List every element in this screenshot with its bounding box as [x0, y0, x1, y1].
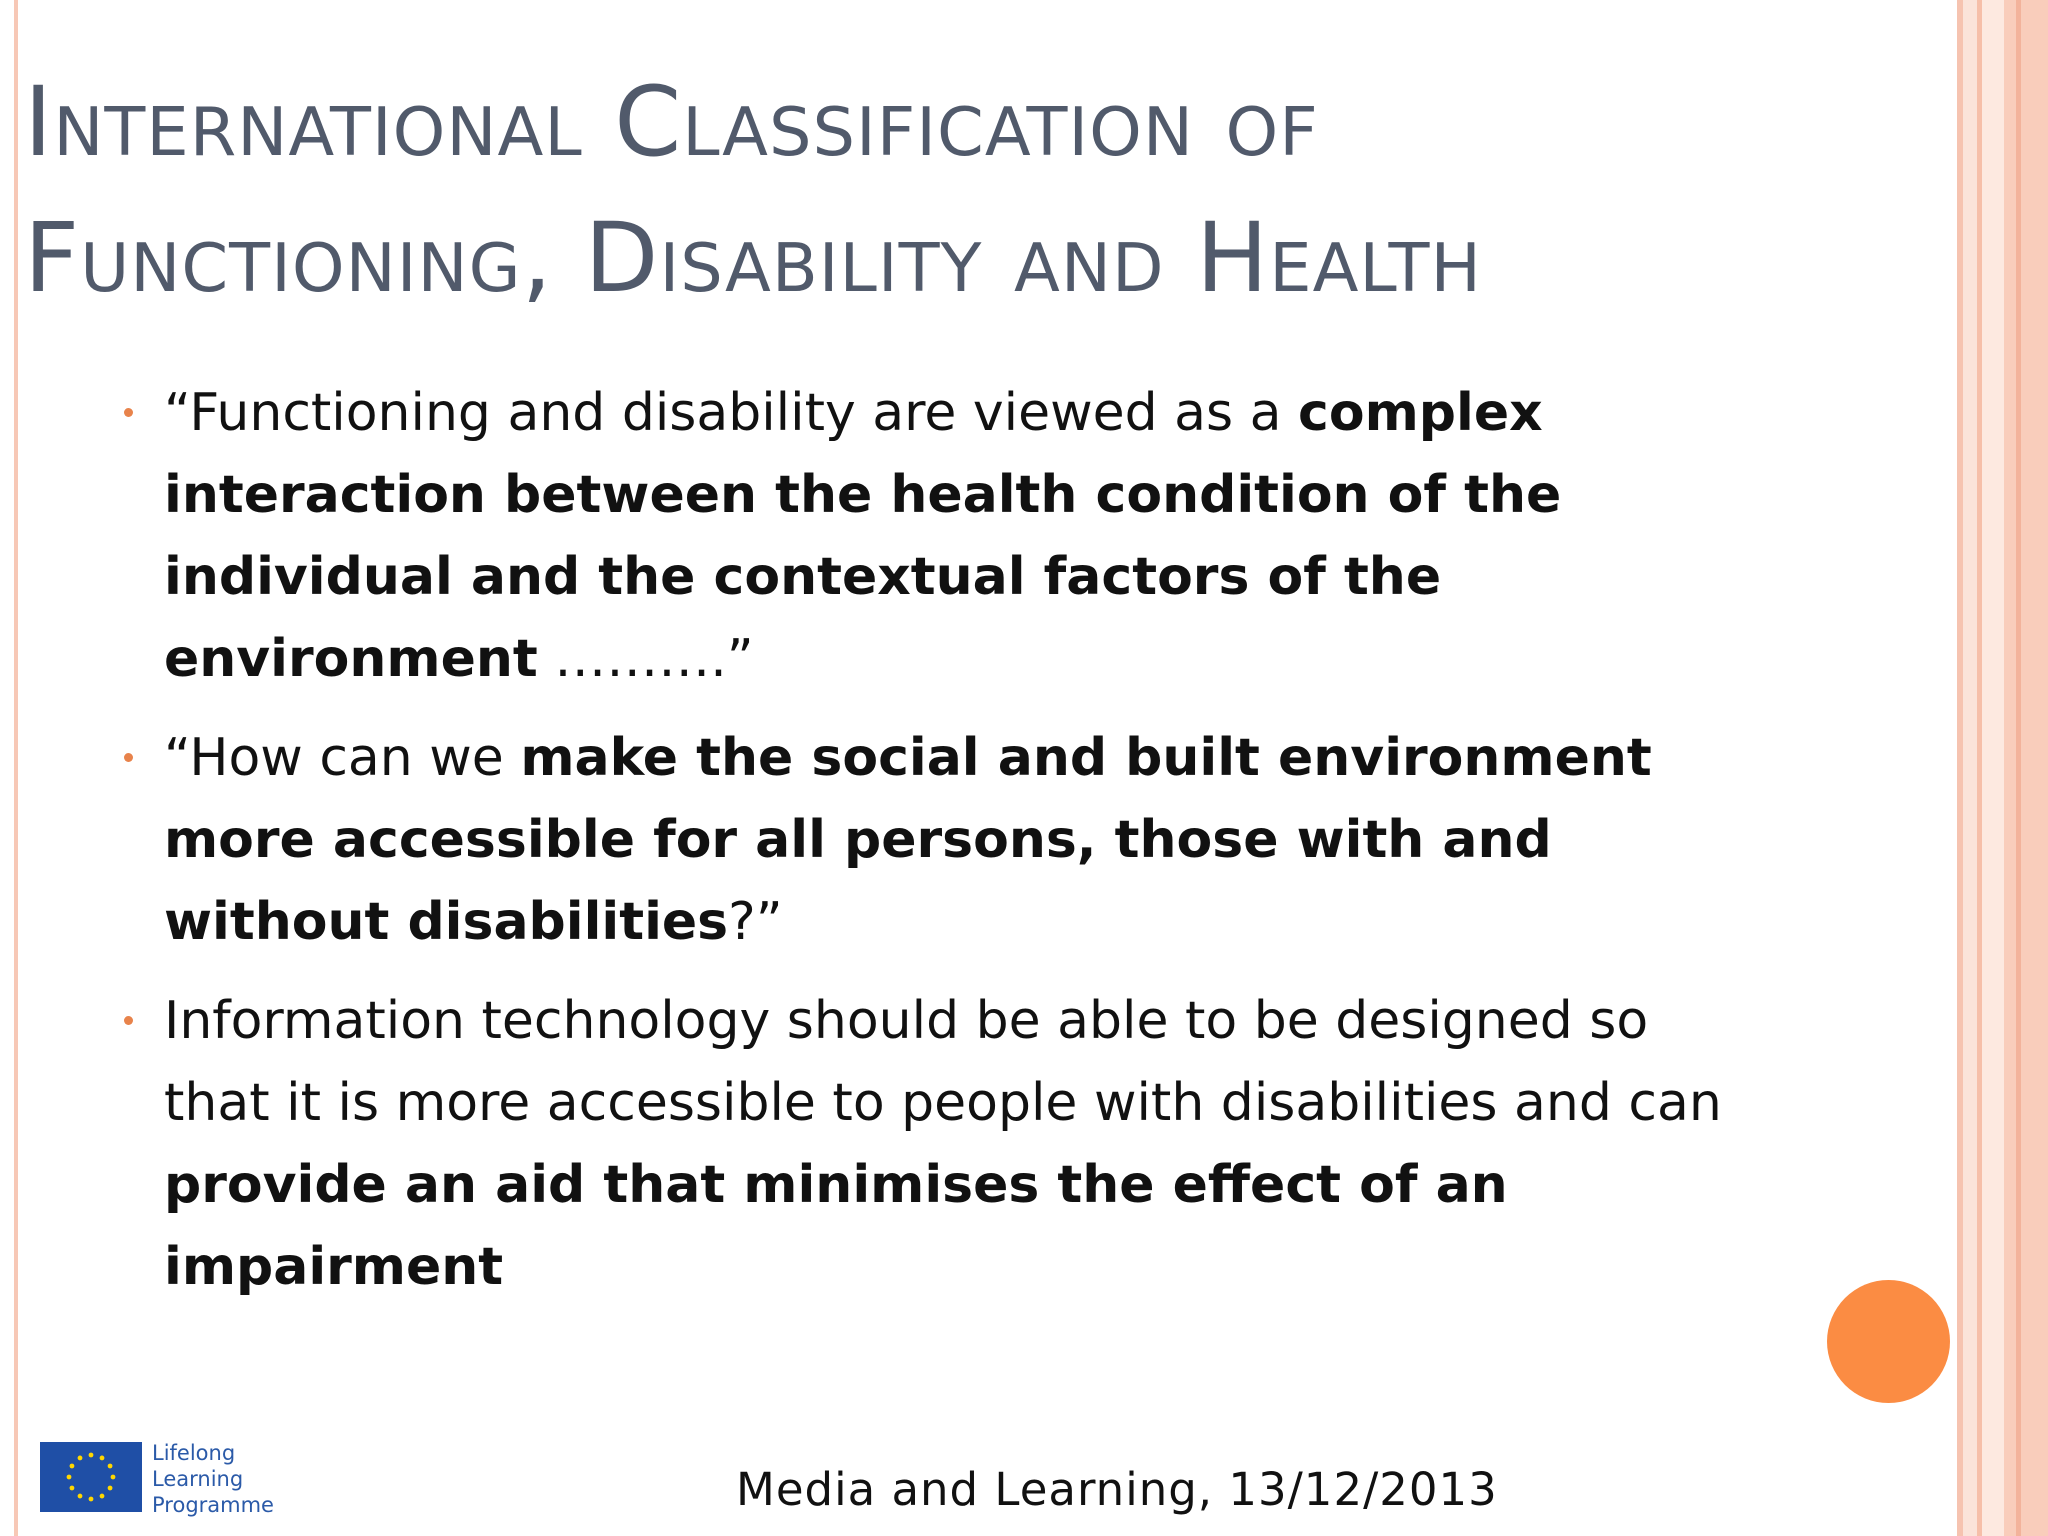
bullet-text: [164, 383, 1561, 689]
logo-line1: Lifelong: [152, 1441, 236, 1465]
bullet-dot-icon: [124, 1016, 133, 1025]
logo-text: [152, 1440, 274, 1518]
eu-star-icon: [100, 1494, 105, 1499]
slide-title: [24, 54, 1924, 326]
eu-star-icon: [70, 1464, 75, 1469]
eu-star-icon: [108, 1464, 113, 1469]
footer-text: Media and Learning, 13/12/2013: [736, 1463, 1498, 1516]
eu-star-icon: [100, 1456, 105, 1461]
bullet-segment: Information technology should be able to be designed so that it is more accessible to people with disabilities and can: [164, 991, 1722, 1133]
bullet-item: [120, 372, 1760, 700]
bullet-dot-icon: [124, 408, 133, 417]
left-accent-line: [14, 0, 18, 1536]
slide-title-line1: International Classification of: [24, 66, 1319, 178]
eu-star-icon: [108, 1486, 113, 1491]
bullet-list: [120, 372, 1760, 1325]
bullet-text: [164, 991, 1722, 1297]
eu-star-icon: [78, 1494, 83, 1499]
lifelong-learning-logo: [40, 1440, 300, 1516]
right-decor-stripe: [2016, 0, 2021, 1536]
right-decor-stripe: [1982, 0, 2004, 1536]
eu-star-icon: [78, 1456, 83, 1461]
bullet-item: [120, 717, 1760, 963]
bullet-segment-bold: complex interaction between the health condition of the individual and the contextual factors of the environment: [164, 383, 1562, 689]
eu-star-icon: [111, 1475, 116, 1480]
slide-title-line2: Functioning, Disability and Health: [24, 202, 1482, 314]
bullet-item: [120, 980, 1760, 1308]
bullet-segment-bold: provide an aid that minimises the effect of an impairment: [164, 1155, 1508, 1297]
logo-line3: Programme: [152, 1493, 274, 1517]
eu-star-icon: [89, 1497, 94, 1502]
bullet-dot-icon: [124, 753, 133, 762]
bullet-text: [164, 728, 1652, 952]
bullet-segment: “Functioning and disability are viewed as a: [164, 383, 1299, 443]
bullet-segment: ?”: [728, 892, 783, 952]
right-decor-stripe: [2004, 0, 2048, 1536]
eu-star-icon: [67, 1475, 72, 1480]
eu-star-icon: [89, 1453, 94, 1458]
logo-line2: Learning: [152, 1467, 244, 1491]
bullet-segment: “How can we: [164, 728, 521, 788]
bullet-segment-bold: make the social and built environment more accessible for all persons, those with and without disabilities: [164, 728, 1652, 952]
orange-circle-decoration: [1827, 1280, 1950, 1403]
bullet-segment: ……….”: [537, 629, 754, 689]
eu-flag-icon: [40, 1442, 142, 1512]
right-decor-stripe: [1963, 0, 1977, 1536]
eu-star-icon: [70, 1486, 75, 1491]
eu-stars-icon: [40, 1442, 142, 1512]
